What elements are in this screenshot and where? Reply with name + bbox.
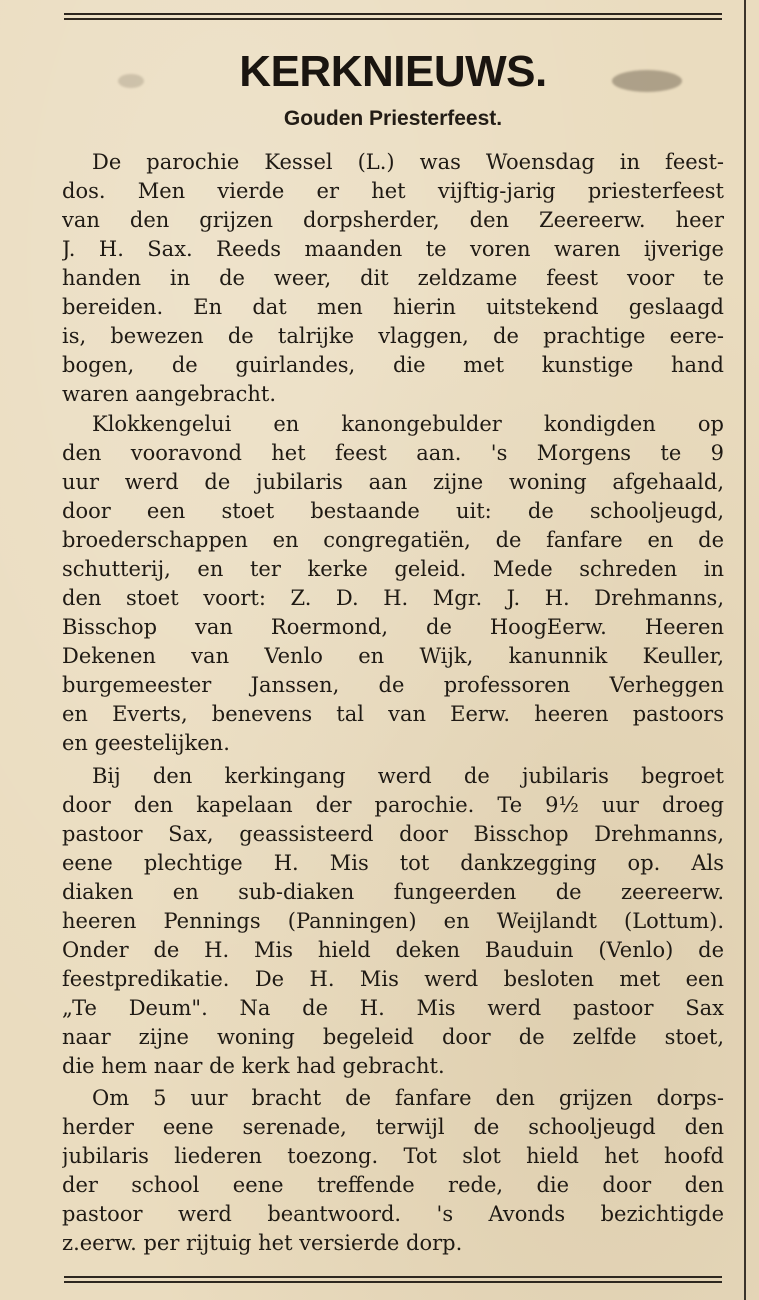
text-line: en Everts, benevens tal van Eerw. heeren pastoors xyxy=(62,702,724,726)
text-line: burgemeester Janssen, de professoren Verheggen xyxy=(62,673,724,697)
text-line: pastoor Sax, geassisteerd door Bisschop Drehmanns, xyxy=(62,822,724,846)
text-line: van den grijzen dorpsherder, den Zeereerw. heer xyxy=(62,208,724,232)
column-divider xyxy=(744,0,746,1300)
text-line: Om 5 uur bracht de fanfare den grijzen dorps- xyxy=(92,1086,724,1110)
text-line: bereiden. En dat men hierin uitstekend geslaagd xyxy=(62,295,724,319)
article-headline: KERKNIEUWS. xyxy=(239,47,547,96)
text-line: Klokkengelui en kanongebulder kondigden op xyxy=(92,412,724,436)
text-line: Onder de H. Mis hield deken Bauduin (Venlo) de xyxy=(62,938,724,962)
text-line: heeren Pennings (Panningen) en Weijlandt (Lottum). xyxy=(62,909,724,933)
text-line: is, bewezen de talrijke vlaggen, de prachtige eere- xyxy=(62,324,724,348)
text-line: J. H. Sax. Reeds maanden te voren waren ijverige xyxy=(62,237,724,261)
text-line: broederschappen en congregatiën, de fanfare en de xyxy=(62,528,724,552)
text-line: feestpredikatie. De H. Mis werd besloten met een xyxy=(62,967,724,991)
article-subheadline: Gouden Priesterfeest. xyxy=(283,107,503,130)
text-line: eene plechtige H. Mis tot dankzegging op. Als xyxy=(62,851,724,875)
text-line: bogen, de guirlandes, die met kunstige hand xyxy=(62,353,724,377)
text-line: der school eene treffende rede, die door den xyxy=(62,1173,724,1197)
text-line: herder eene serenade, terwijl de schooljeugd den xyxy=(62,1115,724,1139)
text-line: die hem naar de kerk had gebracht. xyxy=(62,1054,445,1078)
text-line: diaken en sub-diaken fungeerden de zeereerw. xyxy=(62,880,724,904)
text-line: Bij den kerkingang werd de jubilaris begroet xyxy=(92,764,724,788)
text-line: schutterij, en ter kerke geleid. Mede schreden in xyxy=(62,557,724,581)
text-line: waren aangebracht. xyxy=(62,382,276,406)
text-line: dos. Men vierde er het vijftig-jarig priesterfeest xyxy=(62,179,724,203)
text-line: door den kapelaan der parochie. Te 9½ uur droeg xyxy=(62,793,724,817)
text-line: en geestelijken. xyxy=(62,731,230,755)
bottom-double-rule xyxy=(64,1276,722,1283)
text-line: den stoet voort: Z. D. H. Mgr. J. H. Drehmanns, xyxy=(62,586,724,610)
text-line: door een stoet bestaande uit: de schooljeugd, xyxy=(62,499,724,523)
text-line: naar zijne woning begeleid door de zelfde stoet, xyxy=(62,1025,724,1049)
text-line: „Te Deum". Na de H. Mis werd pastoor Sax xyxy=(62,996,724,1020)
text-line: De parochie Kessel (L.) was Woensdag in feest- xyxy=(92,150,724,174)
text-line: z.eerw. per rijtuig het versierde dorp. xyxy=(62,1231,463,1255)
text-line: pastoor werd beantwoord. 's Avonds bezichtigde xyxy=(62,1202,724,1226)
text-line: jubilaris liederen toezong. Tot slot hield het hoofd xyxy=(62,1144,724,1168)
text-line: uur werd de jubilaris aan zijne woning afgehaald, xyxy=(62,470,724,494)
text-line: Bisschop van Roermond, de HoogEerw. Heeren xyxy=(62,615,724,639)
text-line: Dekenen van Venlo en Wijk, kanunnik Keuller, xyxy=(62,644,724,668)
text-line: den vooravond het feest aan. 's Morgens te 9 xyxy=(62,441,724,465)
text-line: handen in de weer, dit zeldzame feest voor te xyxy=(62,266,724,290)
top-double-rule xyxy=(64,13,722,20)
